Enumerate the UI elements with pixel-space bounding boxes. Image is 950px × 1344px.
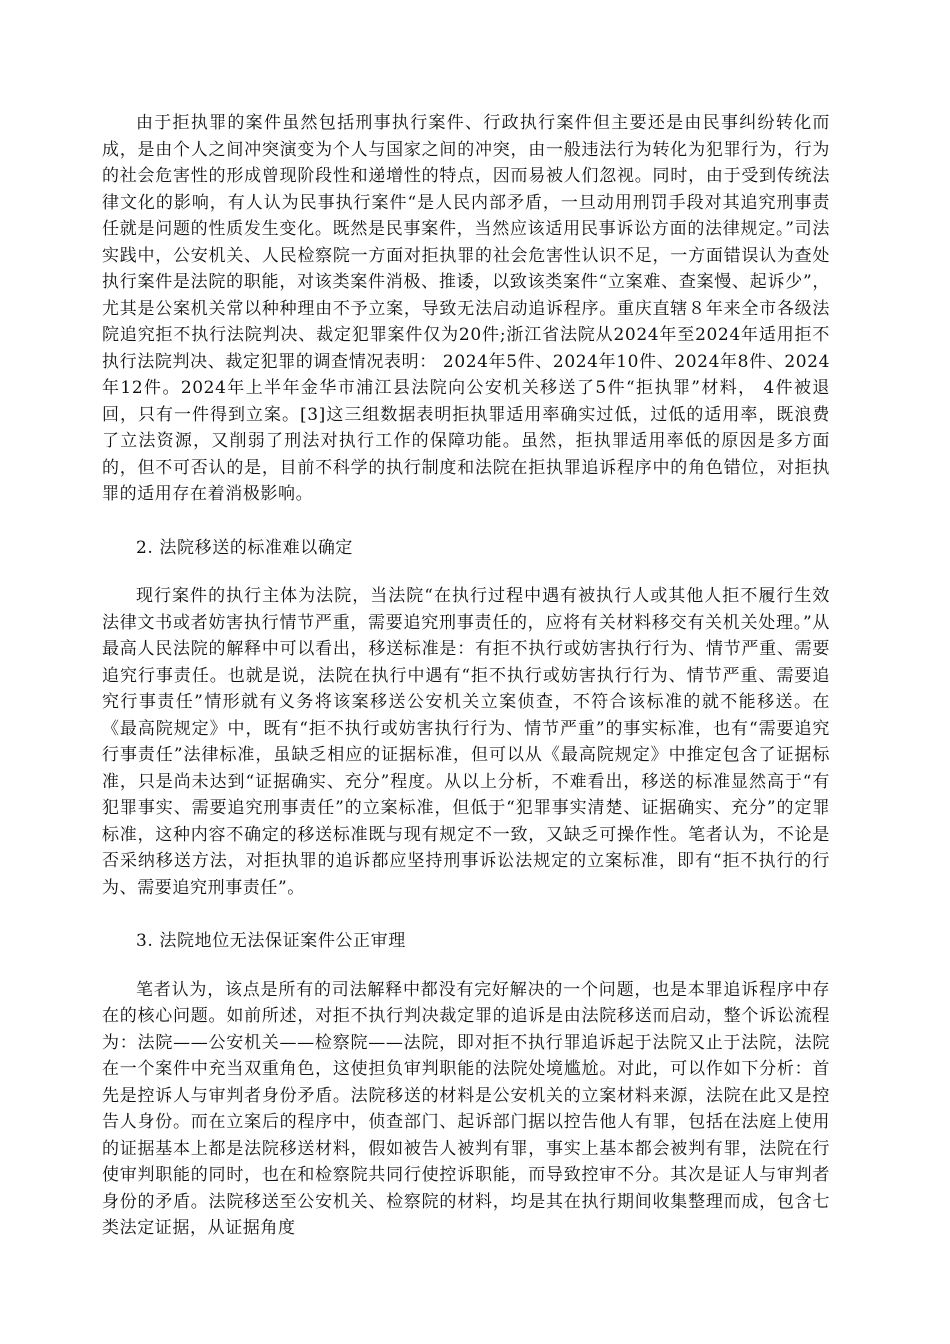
spacer [102,508,830,535]
spacer [102,901,830,928]
section-heading-2: 2. 法院移送的标准难以确定 [136,537,354,558]
spacer [102,561,830,583]
paragraph-transfer-standard: 现行案件的执行主体为法院，当法院“在执行过程中遇有被执行人或其他人拒不履行生效法律文书或者妨害执行情节严重，需要追究刑事责任的，应将有关材料移交有关机关处理。”从最高人民法院的解释中可以看出，移送标准是：有拒不执行或妨害执行行为、情节严重、需要追究行事责任。也就是说，法院在执行中遇有“拒不执行或妨害执行行为、情节严重、需要追究行事责任”情形就有义务将该案移送公安机关立案侦查，不符合该标准的就不能移送。在《最高院规定》中，既有“拒不执行或妨害执行行为、情节严重”的事实标准，也有“需要追究行事责任”法律标准，虽缺乏相应的证据标准，但可以从《最高院规定》中推定包含了证据标准，只是尚未达到“证据确实、充分”程度。从以上分析，不难看出，移送的标准显然高于“有犯罪事实、需要追究刑事责任”的立案标准，但低于“犯罪事实清楚、证据确实、充分”的定罪标准，这种内容不确定的移送标准既与现有规定不一致，又缺乏可操作性。笔者认为，不论是否采纳移送方法，对拒执罪的追诉都应坚持刑事诉讼法规定的立案标准，即有“拒不执行的行为、需要追究刑事责任”。 [102,586,830,898]
document-page [102,110,830,1242]
paragraph-court-role: 笔者认为，该点是所有的司法解释中都没有完好解决的一个问题，也是本罪追诉程序中存在的核心问题。如前所述，对拒不执行判决裁定罪的追诉是由法院移送而启动，整个诉讼流程为：法院——公安机关——检察院——法院，即对拒不执行罪追诉起于法院又止于法院，法院在一个案件中充当双重角色，这使担负审判职能的法院处境尴尬。对此，可以作如下分析：首先是控诉人与审判者身份矛盾。法院移送的材料是公安机关的立案材料来源，法院在此又是控告人身份。而在立案后的程序中，侦查部门、起诉部门据以控告他人有罪，包括在法庭上使用的证据基本上都是法院移送材料，假如被告人被判有罪，事实上基本都会被判有罪，法院在行使审判职能的同时，也在和检察院共同行使控诉职能，而导致控审不分。其次是证人与审判者身份的矛盾。法院移送至公安机关、检察院的材料，均是其在执行期间收集整理而成，包含七类法定证据，从证据角度 [102,979,830,1238]
section-heading-3: 3. 法院地位无法保证案件公正审理 [136,931,406,951]
spacer [102,955,830,977]
paragraph-low-application-rate: 由于拒执罪的案件虽然包括刑事执行案件、行政执行案件但主要还是由民事纠纷转化而成，是由个人之间冲突演变为个人与国家之间的冲突，由一般违法行为转化为犯罪行为，行为的社会危害性的形成曾现阶段性和递增性的特点，因而易被人们忽视。同时，由于受到传统法律文化的影响，有人认为民事执行案件“是人民内部矛盾，一旦动用刑罚手段对其追究刑事责任就是问题的性质发生变化。既然是民事案件，当然应该适用民事诉讼方面的法律规定。”司法实践中，公安机关、人民检察院一方面对拒执罪的社会危害性认识不足，一方面错误认为查处执行案件是法院的职能，对该类案件消极、推诿，以致该类案件“立案难、查案慢、起诉少”，尤其是公案机关常以种种理由不予立案，导致无法启动追诉程序。重庆直辖８年来全市各级法院追究拒不执行法院判决、裁定犯罪案件仅为20件;浙江省法院从2024年至2024年适用拒不执行法院判决、裁定犯罪的调查情况表明： 2024年5件、2024年10件、2024年8件、2024年12件。2024年上半年金华市浦江县法院向公安机关移送了5件“拒执罪”材料， 4件被退回，只有一件得到立案。[3]这三组数据表明拒执罪适用率确实过低，过低的适用率，既浪费了立法资源，又削弱了刑法对执行工作的保障功能。虽然，拒执罪适用率低的原因是多方面的，但不可否认的是，目前不科学的执行制度和法院在拒执罪追诉程序中的角色错位，对拒执罪的适用存在着消极影响。 [102,113,830,504]
